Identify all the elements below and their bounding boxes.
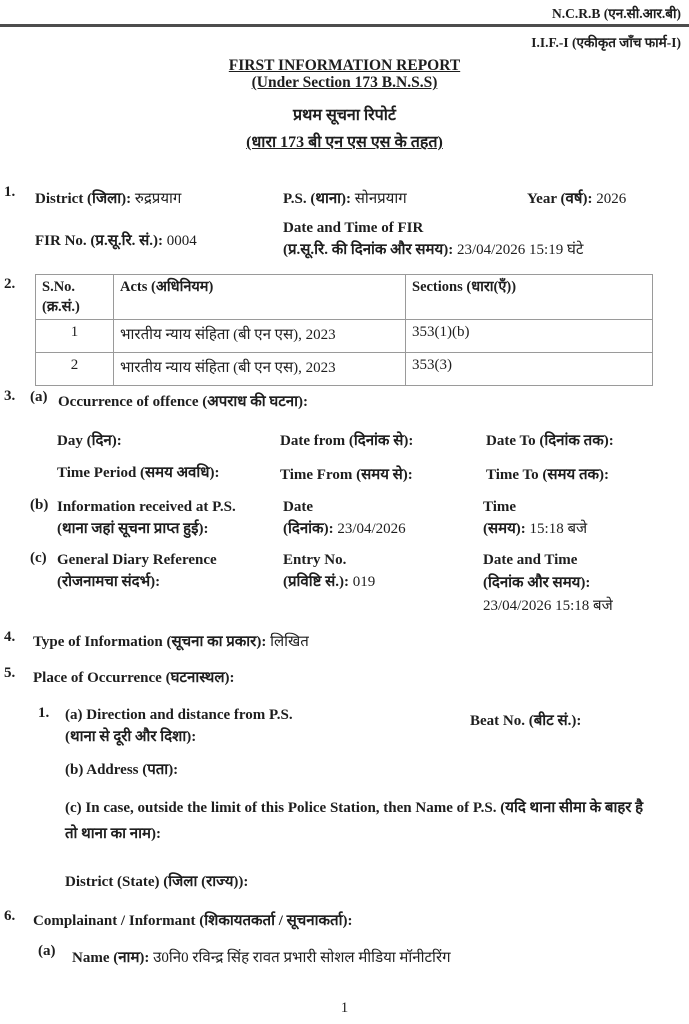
section-1: [35, 188, 683, 261]
report-subtitle-hi: (धारा 173 बी एन एस एस के तहत): [246, 134, 443, 151]
section-6-number: 6.: [4, 908, 16, 924]
col-header-sections: Sections (धारा(एँ)): [406, 275, 653, 320]
district-value: रुद्रप्रयाग: [134, 191, 182, 207]
col-header-sno: [36, 275, 114, 320]
acts-table-header-row: [36, 275, 653, 320]
complainant-name-value: उ0नि0 रविन्द्र सिंह रावत प्रभारी सोशल मीडिया मॉनीटरिंग: [153, 950, 451, 966]
header-divider: [0, 24, 689, 27]
report-title-hi: प्रथम सूचना रिपोर्ट: [293, 107, 396, 124]
section-3a-marker: (a): [30, 389, 48, 405]
section-1-row-2: [35, 217, 683, 261]
report-title-en: FIRST INFORMATION REPORT: [228, 57, 461, 74]
section-4-number: 4.: [4, 629, 16, 645]
gd-datetime-label-en: Date and Time: [483, 552, 578, 568]
info-time-label-en: Time: [483, 499, 517, 515]
info-received-field: [57, 496, 236, 540]
info-date-field: [283, 496, 406, 540]
year-field: [527, 188, 626, 208]
section-1-number: 1.: [4, 184, 16, 200]
ncrb-header: N.C.R.B (एन.सी.आर.बी): [552, 6, 681, 21]
row1-section: 353(1)(b): [406, 320, 653, 353]
beat-no-label: Beat No. (बीट सं.):: [470, 713, 582, 729]
row1-sno: 1: [36, 320, 114, 353]
gd-reference-label-en: General Diary Reference: [57, 552, 217, 568]
outside-ps-label: (c) In case, outside the limit of this Police Station, then Name of P.S. (यदि थाना सीमा के बाहर है तो थाना का नाम):: [65, 800, 644, 842]
ps-value: सोनप्रयाग: [354, 191, 407, 207]
col-header-sno-line1: S.No.: [42, 279, 76, 295]
ps-label: P.S. (थाना):: [283, 191, 352, 207]
gd-entry-label-hi: (प्रविष्टि सं.):: [283, 574, 350, 590]
section-2-number: 2.: [4, 276, 16, 292]
place-of-occurrence-title: Place of Occurrence (घटनास्थल):: [33, 670, 235, 686]
gd-datetime-label-hi: (दिनांक और समय):: [483, 575, 591, 591]
info-date-value: 23/04/2026: [337, 521, 406, 537]
section-3c-marker: (c): [30, 550, 47, 566]
gd-entry-label-en: Entry No.: [283, 552, 347, 568]
row2-section: 353(3): [406, 353, 653, 386]
row2-sno: 2: [36, 353, 114, 386]
section-1-row-1: [35, 188, 683, 208]
title-block: [0, 57, 689, 152]
gd-datetime-field: [483, 549, 613, 618]
year-label: Year (वर्ष):: [527, 191, 593, 207]
section-5-number: 5.: [4, 665, 16, 681]
iif-header: I.I.F.-I (एकीकृत जाँच फार्म-I): [531, 35, 681, 50]
complainant-name-label: Name (नाम):: [72, 950, 150, 966]
fir-datetime-value: 23/04/2026 15:19 घंटे: [456, 242, 584, 258]
page-number: 1: [340, 1000, 349, 1016]
ps-field: [283, 188, 527, 208]
info-received-label-en: Information received at P.S.: [57, 499, 236, 515]
fir-no-field: [35, 217, 283, 261]
gd-reference-label-hi: (रोजनामचा संदर्भ):: [57, 574, 161, 590]
info-time-value: 15:18 बजे: [529, 521, 588, 537]
type-of-information-label: Type of Information (सूचना का प्रकार):: [33, 634, 267, 650]
gd-reference-field: [57, 549, 217, 593]
gd-entry-value: 019: [352, 574, 376, 590]
date-to-label: Date To (दिनांक तक):: [486, 433, 614, 449]
district-label: District (जिला):: [35, 191, 132, 207]
date-from-label: Date from (दिनांक से):: [280, 433, 414, 449]
col-header-sno-line2: (क्र.सं.): [42, 299, 80, 315]
fir-datetime-label-hi: (प्र.सू.रि. की दिनांक और समय):: [283, 242, 454, 258]
info-time-label-hi: (समय):: [483, 521, 526, 537]
complainant-name-field: [72, 945, 497, 971]
report-subtitle-en: (Under Section 173 B.N.S.S): [251, 74, 438, 91]
gd-entry-field: [283, 549, 375, 593]
fir-no-value: 0004: [166, 233, 197, 249]
fir-no-label: FIR No. (प्र.सू.रि. सं.):: [35, 233, 163, 249]
occurrence-title: Occurrence of offence (अपराध की घटना):: [58, 394, 308, 410]
direction-distance-field: [65, 704, 293, 748]
type-of-information-value: लिखित: [270, 634, 309, 650]
district-state-label: District (State) (जिला (राज्य)):: [65, 874, 249, 890]
direction-distance-label-en: (a) Direction and distance from P.S.: [65, 707, 293, 723]
row1-act: भारतीय न्याय संहिता (बी एन एस), 2023: [114, 320, 406, 353]
acts-table: [35, 274, 653, 386]
address-label: (b) Address (पता):: [65, 762, 179, 778]
day-label: Day (दिन):: [57, 433, 122, 449]
time-from-label: Time From (समय से):: [280, 467, 413, 483]
place-item-1-number: 1.: [38, 705, 50, 721]
district-field: [35, 188, 283, 208]
type-of-information-field: [33, 631, 309, 651]
col-header-acts: Acts (अधिनियम): [114, 275, 406, 320]
acts-table-row: [36, 320, 653, 353]
fir-datetime-label-en: Date and Time of FIR: [283, 220, 424, 236]
row2-act: भारतीय न्याय संहिता (बी एन एस), 2023: [114, 353, 406, 386]
fir-datetime-field: [283, 217, 583, 261]
info-date-label-en: Date: [283, 499, 313, 515]
time-to-label: Time To (समय तक):: [486, 467, 610, 483]
info-time-field: [483, 496, 587, 540]
info-date-label-hi: (दिनांक):: [283, 521, 334, 537]
section-3-number: 3.: [4, 388, 16, 404]
gd-datetime-value: 23/04/2026 15:18 बजे: [483, 598, 613, 614]
section-3b-marker: (b): [30, 497, 49, 513]
complainant-title: Complainant / Informant (शिकायतकर्ता / सूचनाकर्ता):: [33, 913, 353, 929]
direction-distance-label-hi: (थाना से दूरी और दिशा):: [65, 729, 197, 745]
year-value: 2026: [596, 191, 627, 207]
time-period-label: Time Period (समय अवधि):: [57, 465, 220, 481]
info-received-label-hi: (थाना जहां सूचना प्राप्त हुई):: [57, 521, 209, 537]
acts-table-row: [36, 353, 653, 386]
section-6a-marker: (a): [38, 943, 56, 959]
